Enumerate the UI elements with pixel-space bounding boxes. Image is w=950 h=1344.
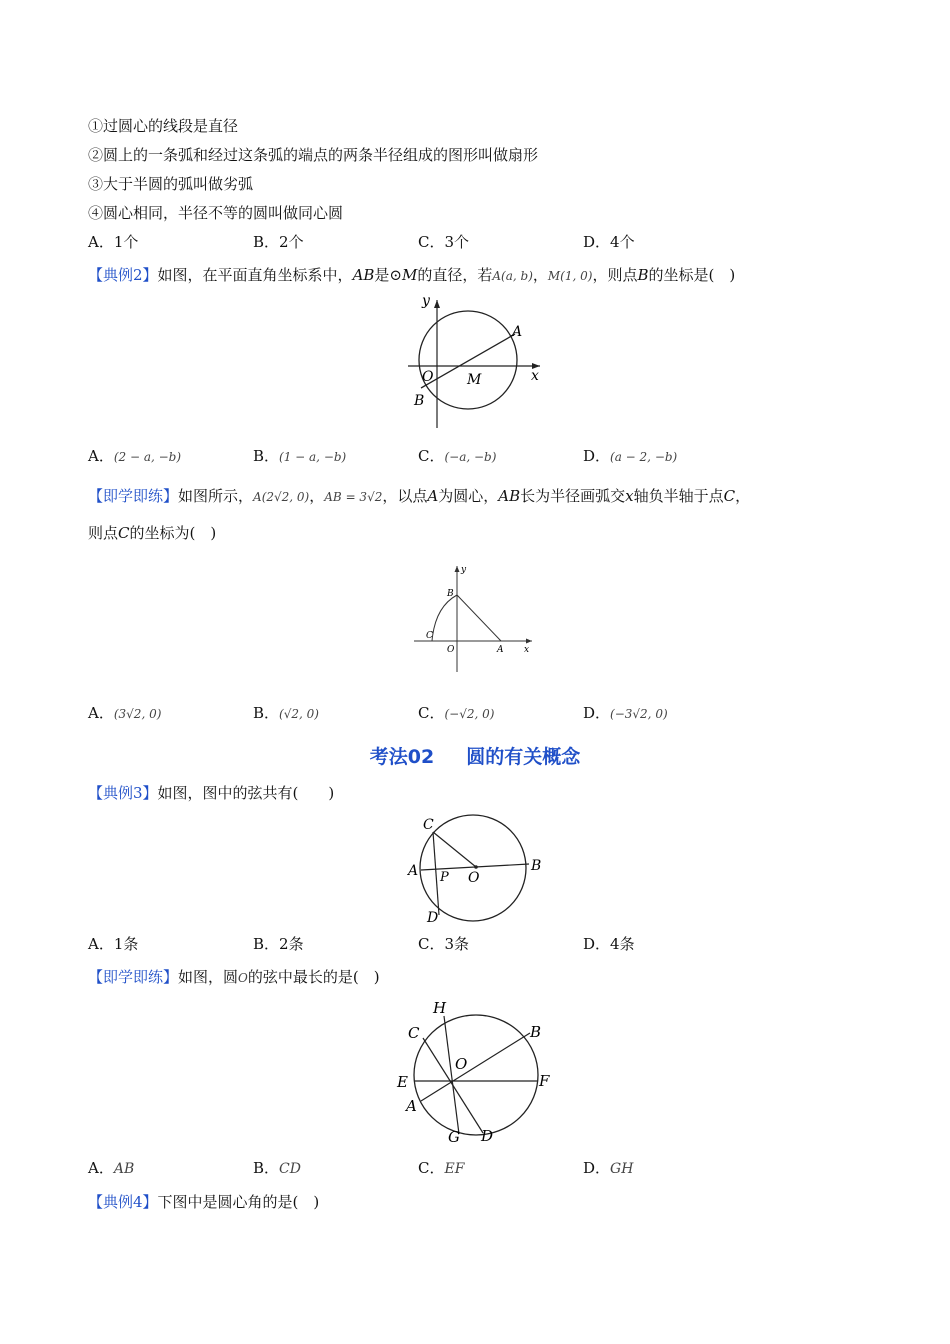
ex3-label-a: A	[408, 863, 419, 879]
statement-4: ④圆心相同，半径不等的圆叫做同心圆	[88, 204, 344, 222]
practice1-label-c: C	[426, 631, 433, 641]
q1-option-b[interactable]: B．2个	[253, 233, 304, 251]
ex2-tag: 【典例2】	[88, 266, 158, 284]
ex3-label-d: D	[427, 910, 439, 926]
practice1-question: 【即学即练】如图所示，A(2√2, 0)，AB = 3√2，以点A为圆心，AB长为半径画弧交x轴负半轴于点C，	[88, 487, 751, 505]
practice1-label-y: y	[461, 565, 467, 575]
section-number: 考法02	[369, 746, 435, 768]
practice2-label-a: A	[406, 1097, 417, 1115]
ex2-option-b[interactable]: B．(1 − a, −b)	[253, 447, 347, 465]
ex4-question: 【典例4】下图中是圆心角的是( )	[88, 1193, 320, 1211]
practice2-label-f: F	[539, 1072, 550, 1090]
q1-options	[88, 231, 848, 253]
ex3-chord-cd	[433, 832, 439, 915]
ex3-options	[88, 933, 848, 955]
ex3-label-o: O	[468, 870, 480, 886]
ex4-tag: 【典例4】	[88, 1193, 158, 1211]
ex2-option-d[interactable]: D．(a − 2, −b)	[583, 447, 678, 465]
statement-3: ③大于半圆的弧叫做劣弧	[88, 175, 254, 193]
ex3-option-c[interactable]: C．3条	[418, 935, 470, 953]
point-a-formula: A(a, b)	[492, 269, 533, 283]
ex3-center-dot	[474, 865, 478, 869]
practice1-label-x: x	[524, 645, 530, 655]
practice2-label-e: E	[397, 1073, 408, 1091]
practice1-segment-ab	[457, 595, 501, 641]
practice2-chord-ab	[421, 1033, 530, 1101]
section-title: 圆的有关概念	[466, 746, 581, 768]
practice1-option-b[interactable]: B．(√2, 0)	[253, 704, 319, 722]
point-m-formula: M(1, 0)	[547, 269, 593, 283]
ex2-circle-m	[419, 311, 517, 409]
ex3-label-b: B	[531, 858, 542, 874]
practice2-label-g: G	[448, 1128, 460, 1146]
ex2-label-a: A	[512, 324, 523, 340]
practice2-tag: 【即学即练】	[88, 968, 179, 986]
practice2-options	[88, 1157, 848, 1179]
practice1-label-o: O	[447, 645, 455, 655]
ex2-options	[88, 445, 848, 467]
ex3-segment-co	[433, 832, 476, 867]
ex3-question: 【典例3】如图，图中的弦共有( )	[88, 784, 335, 802]
q1-option-c[interactable]: C．3个	[418, 233, 470, 251]
q1-option-d[interactable]: D．4个	[583, 233, 635, 251]
ex2-label-o: O	[422, 369, 434, 385]
practice1-options	[88, 702, 848, 724]
practice1-figure	[410, 562, 540, 680]
statement-1: ①过圆心的线段是直径	[88, 117, 239, 135]
ex2-label-y: y	[422, 293, 430, 309]
practice1-option-c[interactable]: C．(−√2, 0)	[418, 704, 495, 722]
q1-option-a[interactable]: A．1个	[88, 233, 139, 251]
practice1-question-line2: 则点C的坐标为( )	[88, 524, 217, 542]
practice2-option-d[interactable]: D．GH	[583, 1159, 634, 1177]
practice2-option-a[interactable]: A．AB	[88, 1159, 135, 1177]
practice1-tag: 【即学即练】	[88, 487, 179, 505]
ex3-label-p: P	[440, 870, 449, 885]
practice2-label-b: B	[530, 1023, 542, 1041]
ex2-label-b: B	[414, 393, 425, 409]
ex2-figure	[400, 292, 550, 432]
practice1-label-b: B	[447, 589, 454, 599]
practice2-question: 【即学即练】如图，圆O的弦中最长的是( )	[88, 968, 380, 986]
ex2-option-a[interactable]: A．(2 − a, −b)	[88, 447, 182, 465]
ex3-option-d[interactable]: D．4条	[583, 935, 635, 953]
practice2-label-o: O	[455, 1055, 468, 1073]
ex2-y-arrow	[434, 300, 440, 308]
ex3-tag: 【典例3】	[88, 784, 158, 802]
practice2-circle	[414, 1015, 538, 1135]
practice1-option-a[interactable]: A．(3√2, 0)	[88, 704, 162, 722]
practice2-option-b[interactable]: B．CD	[253, 1159, 301, 1177]
ex2-label-m: M	[467, 372, 482, 388]
practice2-figure	[393, 995, 563, 1147]
statement-2: ②圆上的一条弧和经过这条弧的端点的两条半径组成的图形叫做扇形	[88, 146, 539, 164]
practice2-label-d: D	[481, 1127, 494, 1145]
practice1-ab-length: AB = 3√2	[324, 490, 383, 504]
practice1-x-arrow	[526, 639, 532, 644]
practice2-label-c: C	[408, 1024, 420, 1042]
ex3-option-b[interactable]: B．2条	[253, 935, 304, 953]
practice1-label-a: A	[497, 645, 504, 655]
practice2-option-c[interactable]: C．EF	[418, 1159, 465, 1177]
ex2-label-x: x	[531, 368, 539, 384]
ex2-option-c[interactable]: C．(−a, −b)	[418, 447, 497, 465]
practice1-arc	[432, 595, 457, 641]
practice2-label-h: H	[433, 999, 447, 1017]
ex3-figure	[405, 812, 555, 930]
ex3-option-a[interactable]: A．1条	[88, 935, 139, 953]
practice1-option-d[interactable]: D．(−3√2, 0)	[583, 704, 668, 722]
section-heading	[0, 742, 950, 769]
ex2-question: 【典例2】如图，在平面直角坐标系中，AB是⊙M的直径，若A(a, b)，M(1, 0)，则点B的坐标是( )	[88, 266, 736, 284]
practice1-point-a: A(2√2, 0)	[253, 490, 310, 504]
practice1-y-arrow	[455, 566, 460, 572]
ex3-label-c: C	[423, 817, 434, 833]
